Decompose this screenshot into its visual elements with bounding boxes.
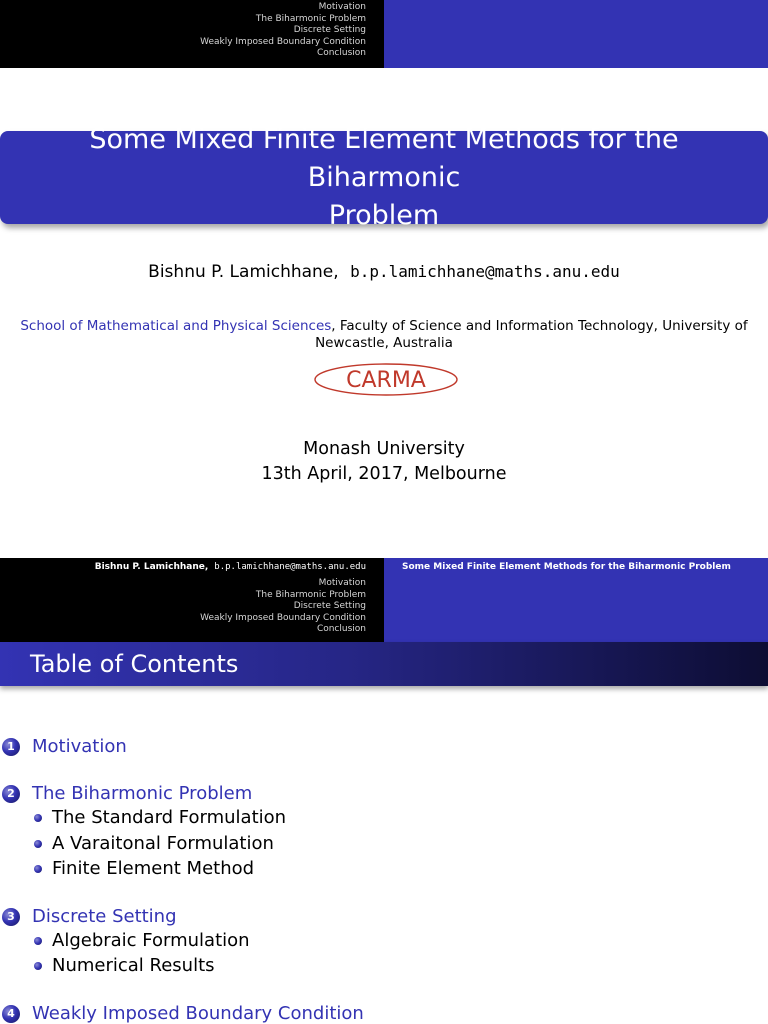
affiliation-text: , Faculty of Science and Information Technology, University of Newcastle, Australia [315,318,748,351]
bullet-icon [34,937,42,945]
slide2-section-nav [200,578,366,636]
frame-title: Table of Contents [30,650,239,678]
nav-item-conclusion[interactable]: Conclusion [316,624,366,635]
slide1-title-box [0,123,768,231]
slide1-header-right [384,0,768,68]
toc-subsection-standard-formulation[interactable] [34,807,286,828]
presentation-title-line1: Some Mixed Finite Element Methods for the Biharmonic [89,123,679,193]
bullet-icon [34,840,42,848]
author-name: Bishnu P. Lamichhane, [148,262,339,282]
venue-name: Monash University [303,439,465,459]
toc-section-label: The Biharmonic Problem [32,783,253,804]
toc-section-biharmonic-problem[interactable] [0,783,252,804]
nav-item-discrete-setting[interactable]: Discrete Setting [293,25,366,36]
toc-subsection-variational-formulation[interactable] [34,833,274,854]
slide2-header [0,558,768,642]
toc-section-motivation[interactable] [0,736,127,757]
toc-subsection-algebraic-formulation[interactable] [34,930,250,951]
frame-title-bar [0,642,768,686]
slide2-header-left [0,558,384,642]
author-line [0,262,768,282]
nav-item-conclusion[interactable]: Conclusion [316,48,366,59]
toc-subsection-label: Finite Element Method [52,858,255,879]
toc-section-label: Weakly Imposed Boundary Condition [32,1003,364,1024]
bullet-icon [34,865,42,873]
carma-logo [314,363,458,396]
toc-section-label: Discrete Setting [32,906,177,927]
venue-date: 13th April, 2017, Melbourne [261,464,507,484]
nav-item-motivation[interactable]: Motivation [318,2,366,12]
toc-subsection-finite-element-method[interactable] [34,858,254,879]
slide1-header-left [0,0,384,68]
presentation-title-line2: Problem [328,199,440,231]
section-number-ball: 3 [2,908,20,926]
slide2-author-email: b.p.lamichhane@maths.anu.edu [214,562,366,572]
slide2-header-author [95,562,366,572]
section-number-ball: 1 [2,738,20,756]
toc-section-weakly-imposed-boundary[interactable] [0,1003,364,1024]
nav-item-biharmonic-problem[interactable]: The Biharmonic Problem [255,589,366,600]
toc-subsection-label: Numerical Results [52,955,215,976]
nav-item-motivation[interactable]: Motivation [318,578,366,588]
venue-block [0,437,768,487]
presentation-title [14,121,754,235]
slide2-header-right [384,558,768,642]
slide1-section-nav [200,2,366,60]
toc-section-label: Motivation [32,736,127,757]
section-number-ball: 2 [2,785,20,803]
nav-item-discrete-setting[interactable]: Discrete Setting [293,601,366,612]
toc-subsection-label: The Standard Formulation [52,807,287,828]
bullet-icon [34,962,42,970]
nav-item-biharmonic-problem[interactable]: The Biharmonic Problem [255,13,366,24]
section-number-ball: 4 [2,1005,20,1023]
slide2-header-title: Some Mixed Finite Element Methods for the Biharmonic Problem [402,562,731,572]
slide1-header [0,0,768,68]
carma-logo-text: CARMA [346,368,426,393]
toc-subsection-label: A Varaitonal Formulation [52,833,274,854]
nav-item-weakly-imposed-boundary[interactable]: Weakly Imposed Boundary Condition [200,36,366,47]
nav-item-weakly-imposed-boundary[interactable]: Weakly Imposed Boundary Condition [200,612,366,623]
affiliation [18,318,750,352]
affiliation-link[interactable]: School of Mathematical and Physical Sciences [20,318,332,334]
toc-subsection-numerical-results[interactable] [34,955,215,976]
toc-subsection-label: Algebraic Formulation [52,930,250,951]
toc-section-discrete-setting[interactable] [0,906,177,927]
author-email: b.p.lamichhane@maths.anu.edu [350,262,620,281]
slide2-author-name: Bishnu P. Lamichhane, [94,562,209,572]
bullet-icon [34,814,42,822]
